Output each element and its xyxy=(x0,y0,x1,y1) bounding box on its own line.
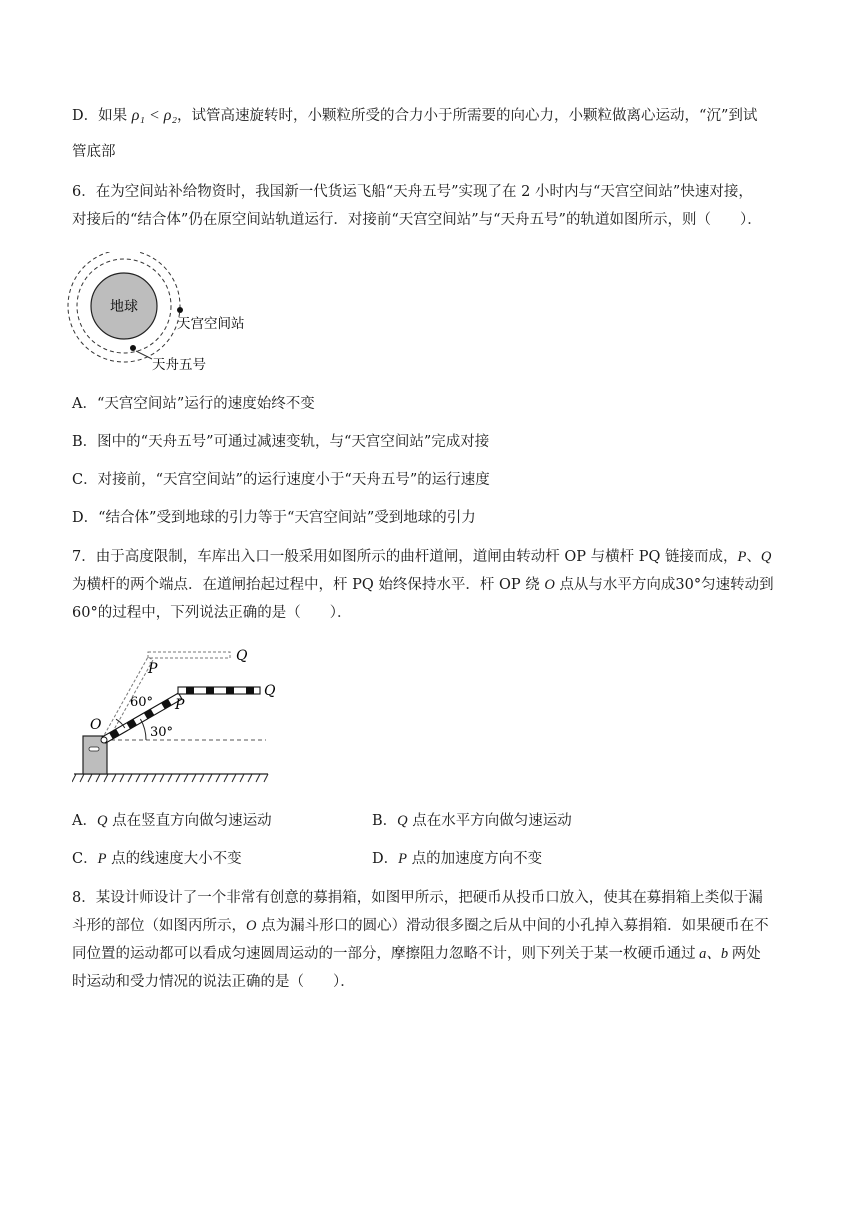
q8-stem-line2-text: 斗形的部位（如图丙所示， xyxy=(72,918,246,934)
label-q-top: Q xyxy=(236,648,248,664)
q7-var-p: P xyxy=(737,549,747,565)
q8-stem-line2 xyxy=(72,916,769,936)
q8-var-o: O xyxy=(246,918,257,934)
q7-var-q: Q xyxy=(760,549,772,565)
q5-option-d-formula: ρ₁ < ρ₂ xyxy=(131,107,178,124)
label-o: O xyxy=(90,717,102,733)
q7-stem-line1 xyxy=(72,547,771,567)
ship-label: 天舟五号 xyxy=(152,357,206,372)
q6-option-a: A．“天宫空间站”运行的速度始终不变 xyxy=(72,396,315,412)
q7-option-c-lead: C． xyxy=(72,851,98,867)
q5-option-d-lead: D．如果 xyxy=(72,108,128,124)
q7-stem-line3: 60°的过程中，下列说法正确的是（ ）． xyxy=(72,605,352,621)
ship-pointer xyxy=(136,351,152,359)
raised-arm-pq xyxy=(148,652,230,658)
q8-stem-line4: 时运动和受力情况的说法正确的是（ ）． xyxy=(72,974,355,990)
q8-stem-line3-tail: 两处 xyxy=(731,946,761,962)
q6-stem-line2: 对接后的“结合体”仍在原空间站轨道运行．对接前“天宫空间站”与“天舟五号”的轨道如图所示，则（ ）． xyxy=(72,212,762,228)
earth-label: 地球 xyxy=(110,299,138,315)
q7-stem-line2 xyxy=(72,575,774,595)
q8-stem-line3 xyxy=(72,944,761,964)
q7-gate-figure xyxy=(72,640,292,790)
q7-option-a-text: 点在竖直方向做匀速运动 xyxy=(107,813,272,829)
station-label: 天宫空间站 xyxy=(177,316,245,332)
ground-hatching xyxy=(72,774,268,782)
gate-post-slot xyxy=(89,747,99,751)
q7-option-b-var: Q xyxy=(397,813,408,829)
ship-dot xyxy=(130,345,136,351)
label-p-top: P xyxy=(148,661,158,677)
q5-option-d-cont: 管底部 xyxy=(72,144,116,160)
pivot-o xyxy=(101,737,107,743)
q7-option-c-var: P xyxy=(97,851,107,867)
q7-var-o: O xyxy=(544,577,555,593)
label-p-bottom: P xyxy=(175,697,185,713)
q6-option-d: D．“结合体”受到地球的引力等于“天宫空间站”受到地球的引力 xyxy=(72,510,476,526)
q8-var-ab: a、b xyxy=(695,946,732,962)
q7-option-a xyxy=(72,811,272,831)
q7-option-b-text: 点在水平方向做匀速运动 xyxy=(407,813,572,829)
q7-option-b-lead: B． xyxy=(372,813,398,829)
arm-pq xyxy=(178,687,260,694)
q7-sep: 、 xyxy=(746,549,761,565)
q5-option-d-text: ，试管高速旋转时，小颗粒所受的合力小于所需要的向心力，小颗粒做离心运动，“沉”到试 xyxy=(177,108,758,124)
q6-orbit-figure xyxy=(66,252,286,372)
q8-stem-line3-text: 同位置的运动都可以看成匀速圆周运动的一部分，摩擦阻力忽略不计，则下列关于某一枚硬币通过 xyxy=(72,946,696,962)
q7-option-c xyxy=(72,849,242,869)
q6-option-c: C．对接前，“天宫空间站”的运行速度小于“天舟五号”的运行速度 xyxy=(72,472,490,488)
q7-option-d-text: 点的加速度方向不变 xyxy=(407,851,543,867)
label-q-bottom: Q xyxy=(264,683,276,699)
q5-option-d xyxy=(72,106,757,126)
q7-option-a-var: Q xyxy=(96,813,108,829)
q7-option-b xyxy=(372,811,572,831)
q7-option-d-lead: D． xyxy=(372,851,399,867)
label-30: 30° xyxy=(150,725,174,740)
q6-stem-line1: 6．在为空间站补给物资时，我国新一代货运飞船“天舟五号”实现了在 2 小时内与“天宫空间站”快速对接， xyxy=(72,184,753,200)
station-dot xyxy=(177,307,183,313)
q7-stem-line2-text: 为横杆的两个端点．在道闸抬起过程中，杆 PQ 始终保持水平．杆 OP 绕 xyxy=(72,577,540,593)
q7-stem-line1-text: 7．由于高度限制，车库出入口一般采用如图所示的曲杆道闸，道闸由转动杆 OP 与横杆 PQ 链接而成， xyxy=(72,549,738,565)
q8-stem-line2-tail: 点为漏斗形口的圆心）滑动很多圈之后从中间的小孔掉入募捐箱．如果硬币在不 xyxy=(256,918,769,934)
label-60: 60° xyxy=(130,695,154,710)
q7-option-c-text: 点的线速度大小不变 xyxy=(106,851,242,867)
q7-option-d-var: P xyxy=(398,851,407,867)
q7-stem-line2-tail: 点从与水平方向成30°匀速转动到 xyxy=(559,577,774,593)
q7-option-a-lead: A． xyxy=(72,813,97,829)
q7-option-d xyxy=(372,849,542,869)
q8-stem-line1: 8．某设计师设计了一个非常有创意的募捐箱，如图甲所示，把硬币从投币口放入，使其在募捐箱上类似于漏 xyxy=(72,890,763,906)
q6-option-b: B．图中的“天舟五号”可通过减速变轨，与“天宫空间站”完成对接 xyxy=(72,434,490,450)
